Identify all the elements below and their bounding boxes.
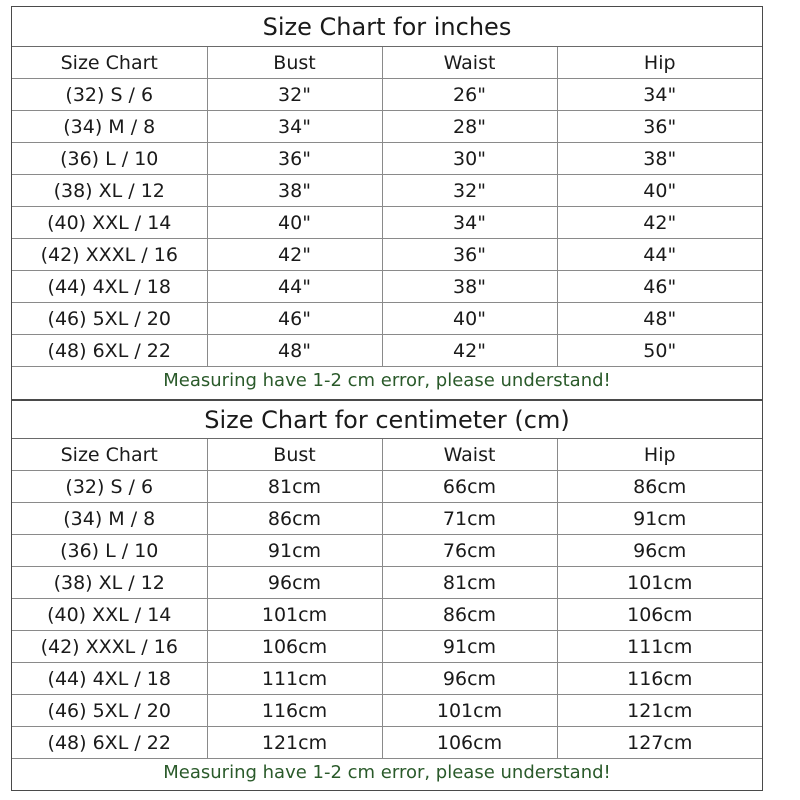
inches-title: Size Chart for inches	[12, 7, 762, 47]
inches-header-hip: Hip	[557, 47, 762, 79]
waist-cell: 30"	[382, 143, 557, 175]
bust-cell: 36"	[207, 143, 382, 175]
hip-cell: 44"	[557, 239, 762, 271]
bust-cell: 81cm	[207, 471, 382, 503]
size-cell: (38) XL / 12	[12, 567, 207, 599]
bust-cell: 46"	[207, 303, 382, 335]
waist-cell: 76cm	[382, 535, 557, 567]
waist-cell: 38"	[382, 271, 557, 303]
waist-cell: 86cm	[382, 599, 557, 631]
waist-cell: 81cm	[382, 567, 557, 599]
hip-cell: 116cm	[557, 663, 762, 695]
inches-section	[12, 7, 762, 399]
waist-cell: 71cm	[382, 503, 557, 535]
hip-cell: 91cm	[557, 503, 762, 535]
table-row	[12, 471, 762, 503]
size-cell: (40) XXL / 14	[12, 207, 207, 239]
bust-cell: 111cm	[207, 663, 382, 695]
hip-cell: 34"	[557, 79, 762, 111]
table-row	[12, 599, 762, 631]
size-cell: (48) 6XL / 22	[12, 335, 207, 367]
size-cell: (38) XL / 12	[12, 175, 207, 207]
waist-cell: 34"	[382, 207, 557, 239]
waist-cell: 66cm	[382, 471, 557, 503]
waist-cell: 101cm	[382, 695, 557, 727]
centimeter-section	[12, 399, 762, 791]
waist-cell: 106cm	[382, 727, 557, 759]
table-row	[12, 175, 762, 207]
centimeter-header-row	[12, 439, 762, 471]
centimeter-title: Size Chart for centimeter (cm)	[12, 401, 762, 439]
inches-header-row	[12, 47, 762, 79]
table-row	[12, 303, 762, 335]
centimeter-header-hip: Hip	[557, 439, 762, 471]
hip-cell: 38"	[557, 143, 762, 175]
table-row	[12, 535, 762, 567]
inches-table	[12, 47, 762, 367]
centimeter-header-waist: Waist	[382, 439, 557, 471]
table-row	[12, 663, 762, 695]
hip-cell: 42"	[557, 207, 762, 239]
centimeter-body	[12, 471, 762, 759]
bust-cell: 106cm	[207, 631, 382, 663]
size-cell: (42) XXXL / 16	[12, 631, 207, 663]
hip-cell: 36"	[557, 111, 762, 143]
bust-cell: 96cm	[207, 567, 382, 599]
waist-cell: 91cm	[382, 631, 557, 663]
hip-cell: 40"	[557, 175, 762, 207]
waist-cell: 26"	[382, 79, 557, 111]
waist-cell: 96cm	[382, 663, 557, 695]
table-row	[12, 567, 762, 599]
table-row	[12, 207, 762, 239]
inches-header-size: Size Chart	[12, 47, 207, 79]
bust-cell: 121cm	[207, 727, 382, 759]
size-cell: (46) 5XL / 20	[12, 303, 207, 335]
bust-cell: 32"	[207, 79, 382, 111]
bust-cell: 116cm	[207, 695, 382, 727]
table-row	[12, 727, 762, 759]
table-row	[12, 335, 762, 367]
hip-cell: 50"	[557, 335, 762, 367]
hip-cell: 127cm	[557, 727, 762, 759]
hip-cell: 111cm	[557, 631, 762, 663]
centimeter-header-bust: Bust	[207, 439, 382, 471]
inches-header-bust: Bust	[207, 47, 382, 79]
size-cell: (46) 5XL / 20	[12, 695, 207, 727]
hip-cell: 101cm	[557, 567, 762, 599]
inches-body	[12, 79, 762, 367]
size-cell: (32) S / 6	[12, 79, 207, 111]
centimeter-header-size: Size Chart	[12, 439, 207, 471]
bust-cell: 38"	[207, 175, 382, 207]
size-cell: (48) 6XL / 22	[12, 727, 207, 759]
bust-cell: 91cm	[207, 535, 382, 567]
hip-cell: 106cm	[557, 599, 762, 631]
table-row	[12, 271, 762, 303]
waist-cell: 28"	[382, 111, 557, 143]
size-cell: (40) XXL / 14	[12, 599, 207, 631]
size-cell: (36) L / 10	[12, 535, 207, 567]
table-row	[12, 239, 762, 271]
centimeter-table	[12, 439, 762, 759]
size-cell: (36) L / 10	[12, 143, 207, 175]
bust-cell: 42"	[207, 239, 382, 271]
table-row	[12, 503, 762, 535]
table-row	[12, 111, 762, 143]
waist-cell: 32"	[382, 175, 557, 207]
centimeter-error-note: Measuring have 1-2 cm error, please understand!	[163, 762, 611, 783]
hip-cell: 96cm	[557, 535, 762, 567]
size-cell: (42) XXXL / 16	[12, 239, 207, 271]
waist-cell: 40"	[382, 303, 557, 335]
size-cell: (32) S / 6	[12, 471, 207, 503]
size-cell: (34) M / 8	[12, 503, 207, 535]
inches-header-waist: Waist	[382, 47, 557, 79]
hip-cell: 121cm	[557, 695, 762, 727]
bust-cell: 86cm	[207, 503, 382, 535]
size-cell: (44) 4XL / 18	[12, 663, 207, 695]
bust-cell: 48"	[207, 335, 382, 367]
bust-cell: 101cm	[207, 599, 382, 631]
size-cell: (34) M / 8	[12, 111, 207, 143]
bust-cell: 44"	[207, 271, 382, 303]
size-chart-sheet	[11, 6, 763, 791]
inches-error-note: Measuring have 1-2 cm error, please understand!	[163, 370, 611, 391]
size-cell: (44) 4XL / 18	[12, 271, 207, 303]
table-row	[12, 695, 762, 727]
waist-cell: 42"	[382, 335, 557, 367]
table-row	[12, 143, 762, 175]
waist-cell: 36"	[382, 239, 557, 271]
hip-cell: 48"	[557, 303, 762, 335]
hip-cell: 46"	[557, 271, 762, 303]
bust-cell: 40"	[207, 207, 382, 239]
bust-cell: 34"	[207, 111, 382, 143]
table-row	[12, 631, 762, 663]
hip-cell: 86cm	[557, 471, 762, 503]
table-row	[12, 79, 762, 111]
